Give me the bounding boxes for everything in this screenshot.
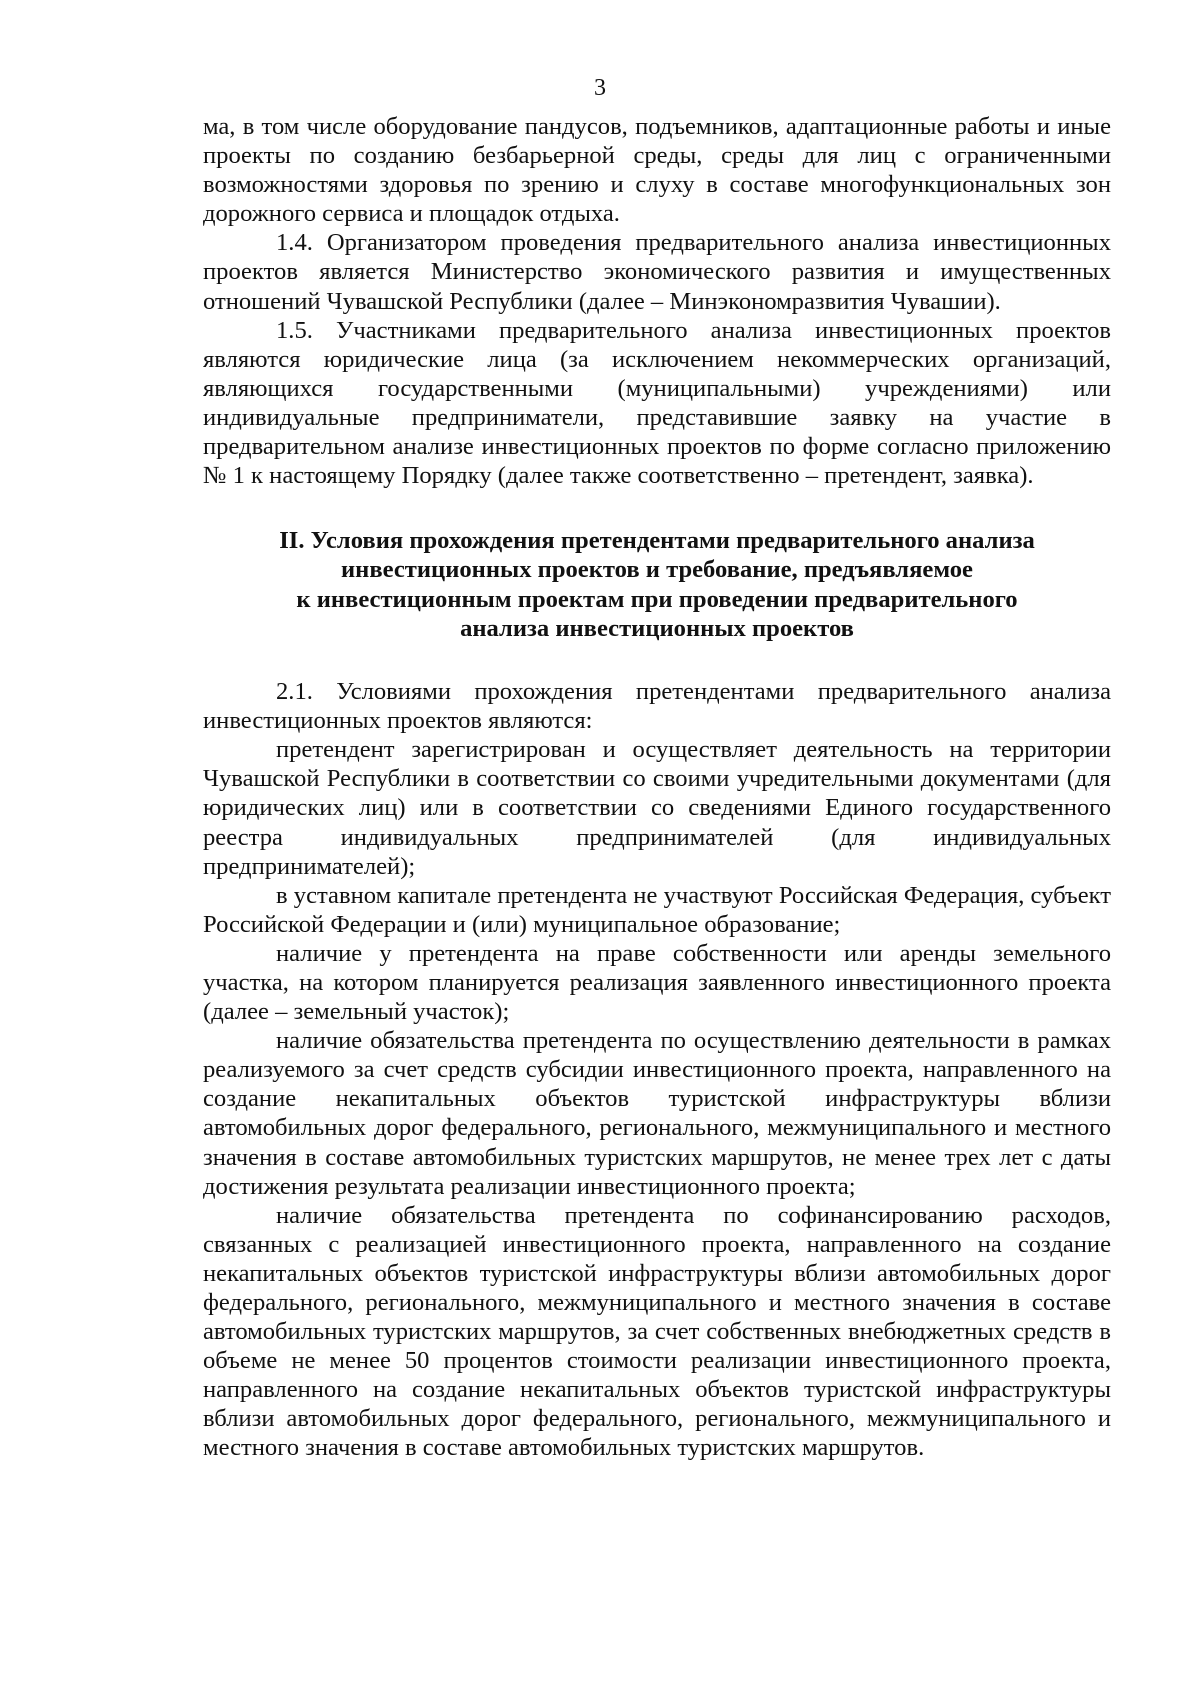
paragraph-continuation: ма, в том числе оборудование пандусов, подъемников, адаптационные работы и иные проекты по созданию безбарьерной среды, среды для лиц с ограниченными возможностями здоровья по зрению и слуху в составе многофункциональных зон дорожного сервиса и площадок отдыха.	[203, 113, 1111, 228]
condition-cofinancing: наличие обязательства претендента по софинансированию расходов, связанных с реализацией инвестиционного проекта, направленного на создание некапитальных объектов туристской инфраструктуры вблизи автомобильных дорог федерального, регионального, межмуниципального и местного значения в составе автомобильных туристских маршрутов, за счет собственных внебюджетных средств в объеме не менее 50 процентов стоимости реализации инвестиционного проекта, направленного на создание некапитальных объектов туристской инфраструктуры вблизи автомобильных дорог федерального, регионального, межмуниципального и местного значения в составе автомобильных туристских маршрутов.	[203, 1201, 1111, 1462]
document-body	[203, 112, 1111, 1463]
condition-land-plot: наличие у претендента на праве собственности или аренды земельного участка, на котором планируется реализация заявленного инвестиционного проекта (далее – земельный участок);	[203, 939, 1111, 1026]
paragraph-1-4: 1.4. Организатором проведения предварительного анализа инвестиционных проектов является Министерство экономического развития и имущественных отношений Чувашской Республики (далее – Минэкономразвития Чувашии).	[203, 229, 1111, 315]
section-heading-line: инвестиционных проектов и требование, предъявляемое	[341, 556, 973, 584]
section-heading-line: анализа инвестиционных проектов	[460, 614, 854, 642]
section-heading	[203, 526, 1111, 643]
section-heading-line: к инвестиционным проектам при проведении предварительного	[296, 585, 1018, 613]
section-heading-line: II. Условия прохождения претендентами предварительного анализа	[279, 527, 1035, 555]
condition-capital: в уставном капитале претендента не участвуют Российская Федерация, субъект Российской Федерации и (или) муниципальное образование;	[203, 881, 1111, 938]
paragraph-1-5: 1.5. Участниками предварительного анализа инвестиционных проектов являются юридические лица (за исключением некоммерческих организаций, являющихся государственными (муниципальными) учреждениями) или индивидуальные предприниматели, представившие заявку на участие в предварительном анализе инвестиционных проектов по форме согласно приложению № 1 к настоящему Порядку (далее также соответственно – претендент, заявка).	[203, 316, 1111, 490]
paragraph-2-1: 2.1. Условиями прохождения претендентами предварительного анализа инвестиционных проектов являются:	[203, 678, 1111, 735]
page-number: 3	[594, 75, 606, 101]
condition-registration: претендент зарегистрирован и осуществляет деятельность на территории Чувашской Республики в соответствии со своими учредительными документами (для юридических лиц) или в соответствии со сведениями Единого государственного реестра индивидуальных предпринимателей (для индивидуальных предпринимателей);	[203, 736, 1111, 880]
condition-activity-obligation: наличие обязательства претендента по осуществлению деятельности в рамках реализуемого за счет средств субсидии инвестиционного проекта, направленного на создание некапитальных объектов туристской инфраструктуры вблизи автомобильных дорог федерального, регионального, межмуниципального и местного значения в составе автомобильных туристских маршрутов, не менее трех лет с даты достижения результата реализации инвестиционного проекта;	[203, 1027, 1111, 1200]
